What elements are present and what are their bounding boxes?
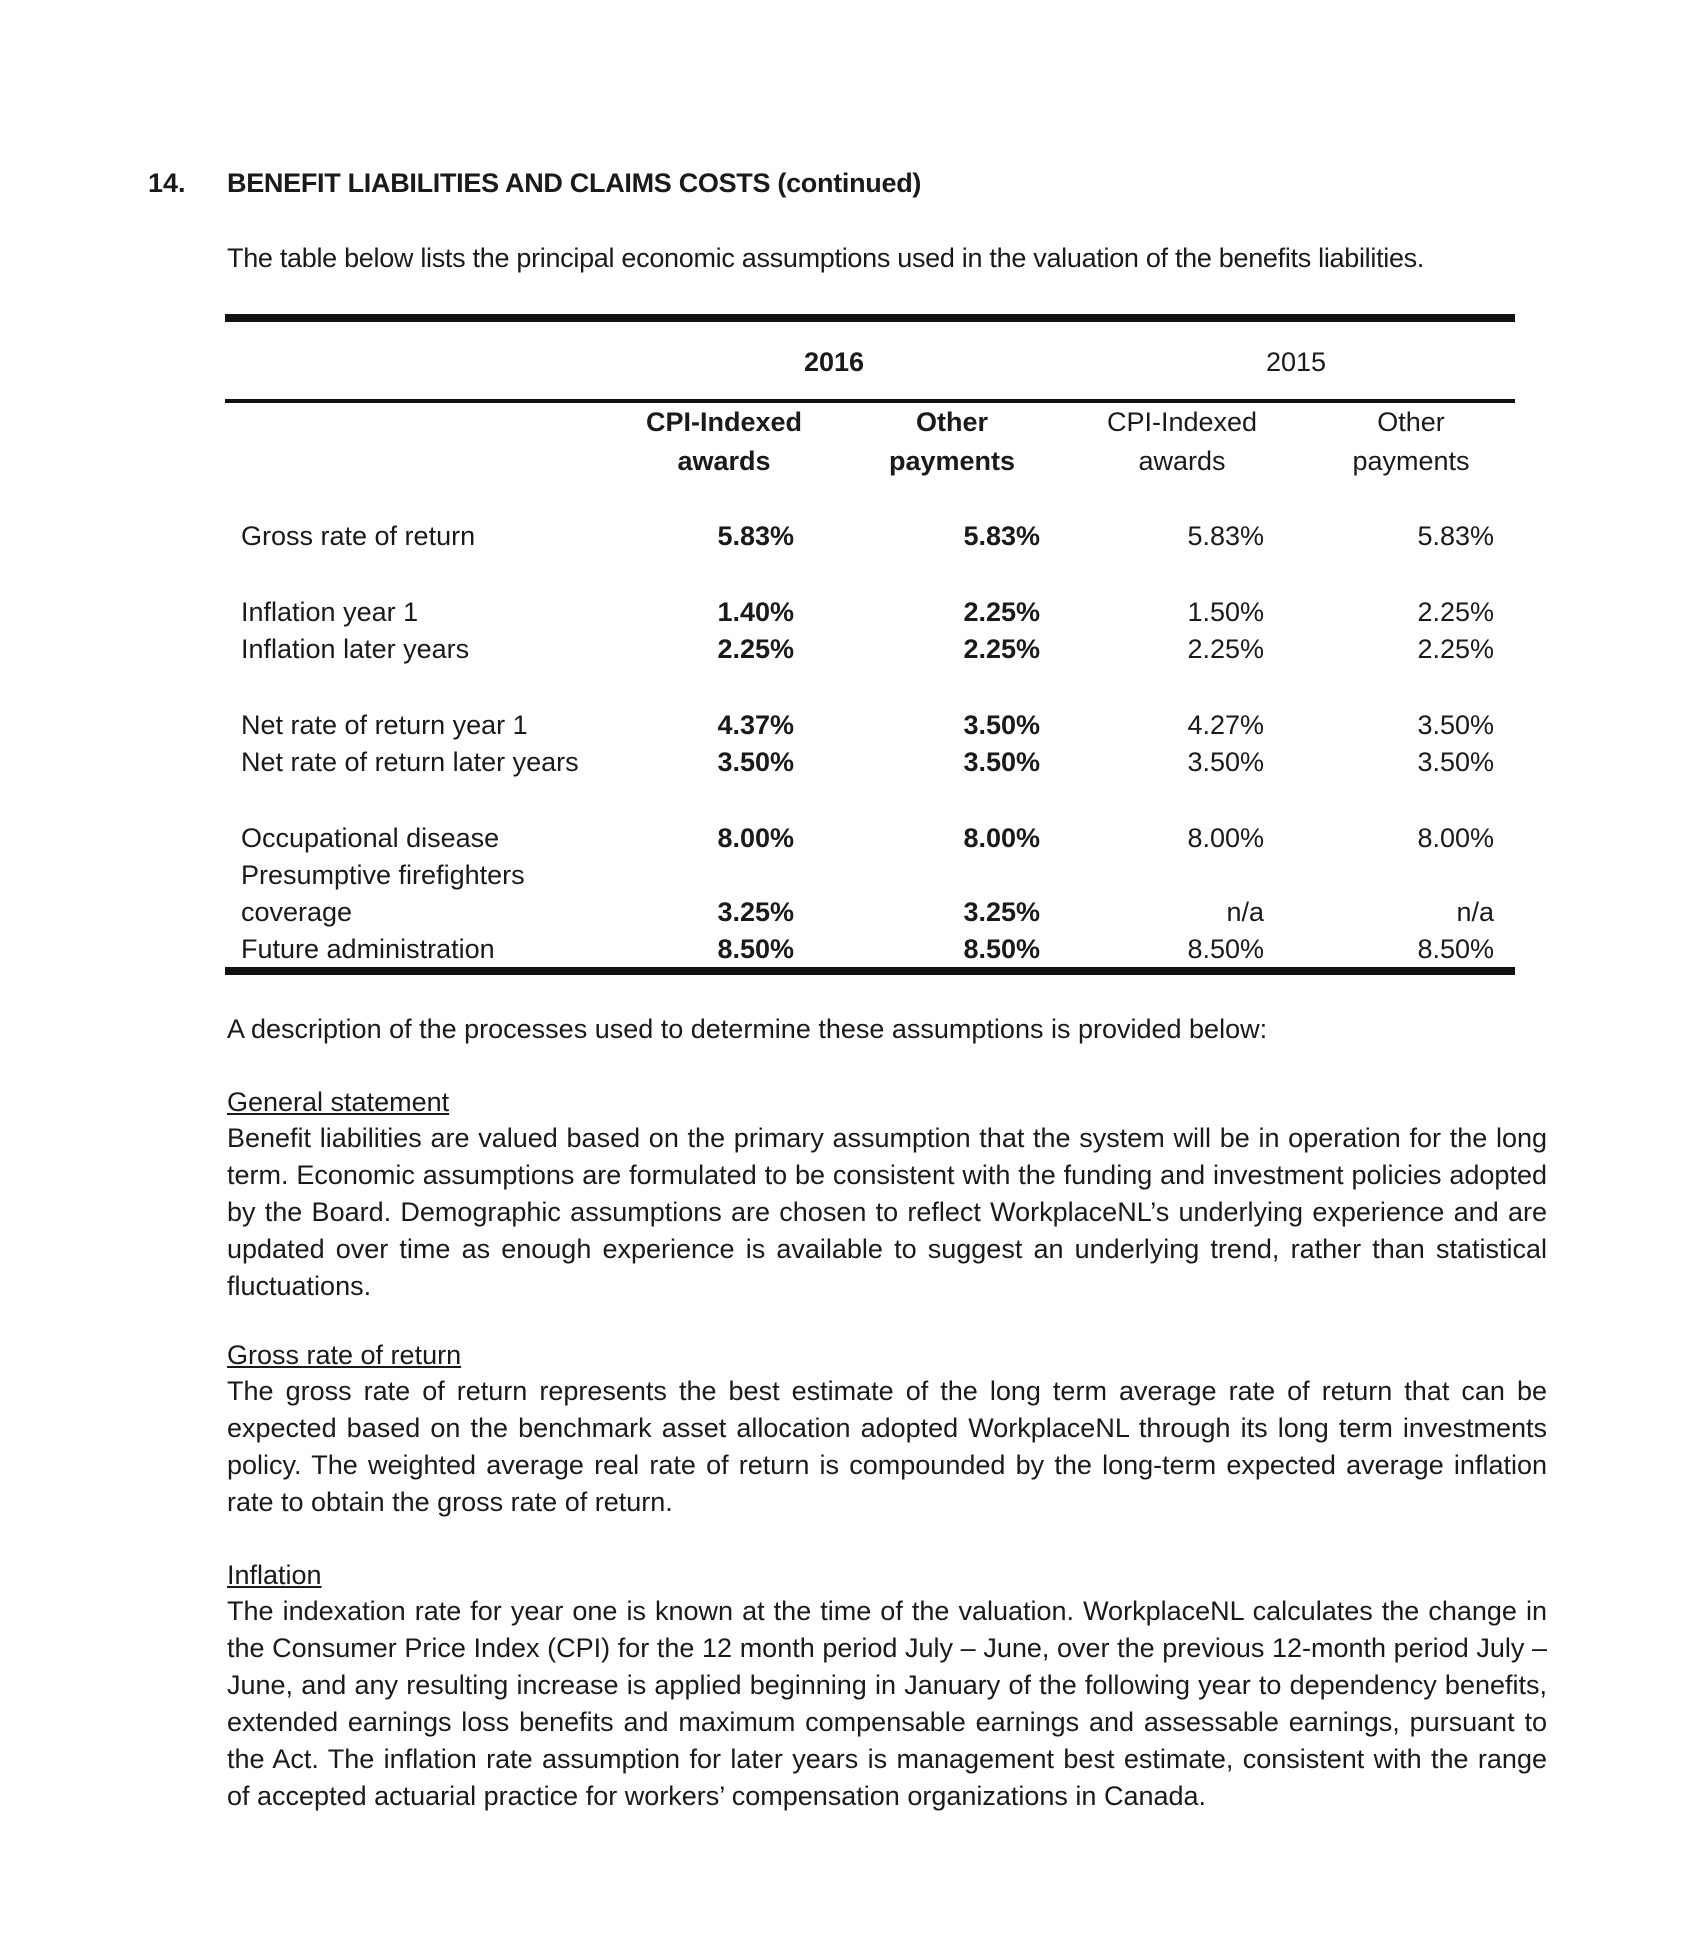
table-cell: 5.83%	[1417, 521, 1494, 551]
row-label-occupational-disease: Occupational disease	[241, 823, 500, 853]
table-cell: 8.50%	[1417, 934, 1494, 964]
col-header-line2: payments	[1352, 446, 1470, 476]
table-cell: 2.25%	[963, 597, 1040, 627]
table-cell: 3.50%	[963, 747, 1040, 777]
section-title: BENEFIT LIABILITIES AND CLAIMS COSTS (continued)	[227, 168, 922, 198]
table-cell: 3.25%	[963, 897, 1040, 927]
table-cell: 8.00%	[1417, 823, 1494, 853]
description-lead: A description of the processes used to determine these assumptions is provided below:	[227, 1014, 1268, 1044]
row-label-firefighters-line2: coverage	[241, 897, 353, 927]
paragraph-gross-rate: The gross rate of return represents the best estimate of the long term average rate of return that can be expected based on the benchmark asset allocation adopted WorkplaceNL through its long term investments policy. The weighted average real rate of return is compounded by the long-term expected average inflation rate to obtain the gross rate of return.	[227, 1376, 1547, 1517]
col-header-line2: awards	[677, 446, 771, 476]
table-cell: n/a	[1456, 897, 1494, 927]
table-cell: 5.83%	[717, 521, 794, 551]
col-header-2015-other	[1311, 403, 1511, 481]
col-header-line2: awards	[1138, 446, 1226, 476]
table-cell: 8.00%	[963, 823, 1040, 853]
col-header-line1: CPI-Indexed	[1106, 407, 1258, 437]
table-cell: 2.25%	[1417, 597, 1494, 627]
year-2015: 2015	[1265, 347, 1327, 377]
section-number: 14.	[148, 168, 186, 198]
row-label-firefighters: Presumptive firefighters	[241, 860, 525, 890]
table-cell: 3.50%	[717, 747, 794, 777]
row-label-inflation-year1: Inflation year 1	[241, 597, 419, 627]
table-cell: 4.27%	[1187, 710, 1264, 740]
col-header-2016-other	[852, 403, 1052, 481]
row-label-inflation-later: Inflation later years	[241, 634, 470, 664]
table-cell: n/a	[1226, 897, 1264, 927]
table-cell: 8.50%	[963, 934, 1040, 964]
table-cell: 8.50%	[1187, 934, 1264, 964]
row-label-net-rate-year1: Net rate of return year 1	[241, 710, 528, 740]
row-label-future-admin: Future administration	[241, 934, 495, 964]
table-top-rule	[225, 314, 1515, 322]
table-cell: 8.50%	[717, 934, 794, 964]
heading-general-statement: General statement	[227, 1087, 450, 1117]
paragraph-inflation: The indexation rate for year one is known at the time of the valuation. WorkplaceNL calculates the change in the Consumer Price Index (CPI) for the 12 month period July – June, over the previous 12-month period July – June, and any resulting increase is applied beginning in January of the following year to dependency benefits, extended earnings loss benefits and maximum compensable earnings and assessable earnings, pursuant to the Act. The inflation rate assumption for later years is management best estimate, consistent with the range of accepted actuarial practice for workers’ compensation organizations in Canada.	[227, 1596, 1547, 1811]
heading-gross-rate: Gross rate of return	[227, 1340, 462, 1370]
col-header-line1: Other	[1377, 407, 1445, 437]
table-cell: 4.37%	[717, 710, 794, 740]
table-cell: 3.50%	[963, 710, 1040, 740]
table-cell: 1.40%	[717, 597, 794, 627]
table-cell: 2.25%	[717, 634, 794, 664]
col-header-2015-cpi	[1082, 403, 1282, 481]
table-cell: 3.50%	[1417, 710, 1494, 740]
table-cell: 3.50%	[1417, 747, 1494, 777]
col-header-line1: CPI-Indexed	[645, 407, 803, 437]
col-header-line1: Other	[915, 407, 988, 437]
table-cell: 5.83%	[1187, 521, 1264, 551]
table-cell: 8.00%	[1187, 823, 1264, 853]
heading-inflation: Inflation	[227, 1560, 322, 1590]
table-cell: 8.00%	[717, 823, 794, 853]
table-cell: 5.83%	[963, 521, 1040, 551]
table-bottom-rule	[225, 967, 1515, 975]
table-cell: 1.50%	[1187, 597, 1264, 627]
table-cell: 2.25%	[1187, 634, 1264, 664]
col-header-2016-cpi	[624, 403, 824, 481]
table-cell: 3.50%	[1187, 747, 1264, 777]
row-label-gross-rate: Gross rate of return	[241, 521, 476, 551]
table-cell: 2.25%	[963, 634, 1040, 664]
row-label-net-rate-later: Net rate of return later years	[241, 747, 579, 777]
table-cell: 2.25%	[1417, 634, 1494, 664]
col-header-line2: payments	[888, 446, 1016, 476]
year-2016: 2016	[803, 347, 865, 377]
paragraph-general-statement: Benefit liabilities are valued based on the primary assumption that the system will be in operation for the long term. Economic assumptions are formulated to be consistent with the funding and investment policies adopted by the Board. Demographic assumptions are chosen to reflect WorkplaceNL’s underlying experience and are updated over time as enough experience is available to suggest an underlying trend, rather than statistical fluctuations.	[227, 1123, 1547, 1301]
table-cell: 3.25%	[717, 897, 794, 927]
intro-text: The table below lists the principal economic assumptions used in the valuation of the benefits liabilities.	[227, 243, 1425, 273]
